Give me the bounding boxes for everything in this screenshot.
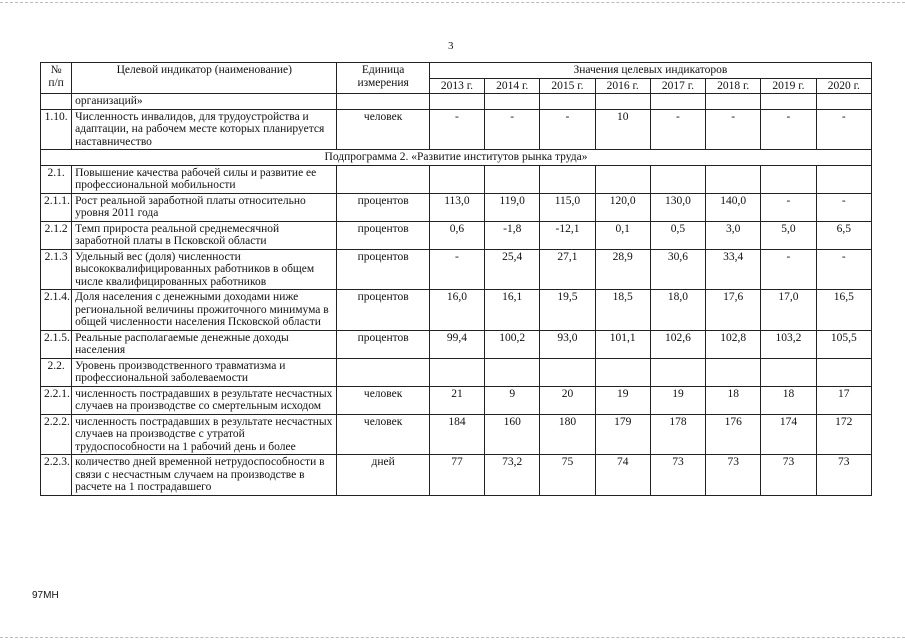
header-values-title: Значения целевых индикаторов [429, 63, 871, 79]
value-cell [706, 358, 761, 386]
empty-cell [337, 94, 429, 110]
empty-cell [706, 94, 761, 110]
value-cell [650, 165, 705, 193]
value-cell: 0,6 [429, 221, 484, 249]
empty-cell [650, 94, 705, 110]
indicator-name: Удельный вес (доля) численности высококвалифицированных работников в общем числе квалифицированных работников [72, 249, 337, 290]
value-cell: 93,0 [540, 330, 595, 358]
unit-cell: человек [337, 386, 429, 414]
footer-code: 97МН [32, 590, 59, 601]
unit-cell: дней [337, 455, 429, 496]
value-cell: - [816, 193, 871, 221]
table-row [41, 109, 872, 150]
table-row [41, 290, 872, 331]
table-header [41, 63, 872, 94]
value-cell: 160 [485, 414, 540, 455]
value-cell: 19 [595, 386, 650, 414]
table-row [41, 193, 872, 221]
value-cell [429, 358, 484, 386]
value-cell: 130,0 [650, 193, 705, 221]
header-year: 2020 г. [816, 78, 871, 94]
indicator-name: численность пострадавших в результате несчастных случаев на производстве со смертельным исходом [72, 386, 337, 414]
value-cell: 102,8 [706, 330, 761, 358]
row-num: 2.1.3 [41, 249, 72, 290]
value-cell: 180 [540, 414, 595, 455]
value-cell: 73 [816, 455, 871, 496]
table-row [41, 455, 872, 496]
value-cell: 103,2 [761, 330, 816, 358]
value-cell: - [540, 109, 595, 150]
row-num: 2.2.3. [41, 455, 72, 496]
value-cell [429, 165, 484, 193]
empty-cell [485, 94, 540, 110]
value-cell: - [485, 109, 540, 150]
table-row [41, 165, 872, 193]
value-cell [650, 358, 705, 386]
value-cell: 75 [540, 455, 595, 496]
indicators-table [40, 62, 872, 496]
value-cell: 16,1 [485, 290, 540, 331]
value-cell: 9 [485, 386, 540, 414]
value-cell: - [429, 249, 484, 290]
value-cell: 119,0 [485, 193, 540, 221]
indicator-name: Уровень производственного травматизма и профессиональной заболеваемости [72, 358, 337, 386]
table-row [41, 221, 872, 249]
value-cell: 19,5 [540, 290, 595, 331]
row-num [41, 94, 72, 110]
row-num: 2.1. [41, 165, 72, 193]
value-cell: 17 [816, 386, 871, 414]
value-cell: 172 [816, 414, 871, 455]
section-heading: Подпрограмма 2. «Развитие институтов рынка труда» [41, 150, 872, 166]
value-cell: - [816, 109, 871, 150]
unit-cell: процентов [337, 221, 429, 249]
table-row [41, 330, 872, 358]
value-cell: 179 [595, 414, 650, 455]
row-num: 1.10. [41, 109, 72, 150]
value-cell: - [761, 249, 816, 290]
value-cell: 3,0 [706, 221, 761, 249]
value-cell: -1,8 [485, 221, 540, 249]
value-cell: 73,2 [485, 455, 540, 496]
value-cell: 105,5 [816, 330, 871, 358]
value-cell: 73 [650, 455, 705, 496]
value-cell: 115,0 [540, 193, 595, 221]
value-cell: - [429, 109, 484, 150]
page-number: 3 [448, 40, 454, 52]
value-cell: -12,1 [540, 221, 595, 249]
value-cell: 33,4 [706, 249, 761, 290]
value-cell: 18,0 [650, 290, 705, 331]
value-cell: 21 [429, 386, 484, 414]
scan-bottom-edge [0, 637, 905, 638]
value-cell: 73 [761, 455, 816, 496]
header-indicator: Целевой индикатор (наименование) [72, 63, 337, 94]
indicator-name: Повышение качества рабочей силы и развитие ее профессиональной мобильности [72, 165, 337, 193]
value-cell [595, 358, 650, 386]
table-row [41, 386, 872, 414]
value-cell: 19 [650, 386, 705, 414]
header-year: 2014 г. [485, 78, 540, 94]
value-cell: 10 [595, 109, 650, 150]
value-cell: 0,5 [650, 221, 705, 249]
value-cell: 74 [595, 455, 650, 496]
table-row [41, 358, 872, 386]
header-year: 2015 г. [540, 78, 595, 94]
value-cell [761, 165, 816, 193]
value-cell [816, 165, 871, 193]
row-num: 2.2.2. [41, 414, 72, 455]
indicator-name: Реальные располагаемые денежные доходы населения [72, 330, 337, 358]
row-num: 2.1.5. [41, 330, 72, 358]
value-cell: 77 [429, 455, 484, 496]
value-cell: 174 [761, 414, 816, 455]
row-num: 2.1.2 [41, 221, 72, 249]
value-cell [706, 165, 761, 193]
table-row [41, 150, 872, 166]
unit-cell [337, 358, 429, 386]
value-cell: 101,1 [595, 330, 650, 358]
row-num: 2.2. [41, 358, 72, 386]
header-unit: Единица измерения [337, 63, 429, 94]
value-cell: 30,6 [650, 249, 705, 290]
value-cell: 140,0 [706, 193, 761, 221]
unit-cell: человек [337, 109, 429, 150]
empty-cell [429, 94, 484, 110]
value-cell: 27,1 [540, 249, 595, 290]
value-cell: 25,4 [485, 249, 540, 290]
value-cell [485, 358, 540, 386]
header-year: 2013 г. [429, 78, 484, 94]
value-cell: 28,9 [595, 249, 650, 290]
value-cell: 6,5 [816, 221, 871, 249]
empty-cell [816, 94, 871, 110]
value-cell: - [650, 109, 705, 150]
unit-cell: процентов [337, 249, 429, 290]
empty-cell [540, 94, 595, 110]
header-year: 2018 г. [706, 78, 761, 94]
indicator-name-continuation: организаций» [72, 94, 337, 110]
unit-cell: процентов [337, 330, 429, 358]
table-row [41, 94, 872, 110]
indicator-name: Численность инвалидов, для трудоустройства и адаптации, на рабочем месте которых планируется наставничество [72, 109, 337, 150]
unit-cell [337, 165, 429, 193]
indicator-name: Темп прироста реальной среднемесячной заработной платы в Псковской области [72, 221, 337, 249]
value-cell: 184 [429, 414, 484, 455]
empty-cell [595, 94, 650, 110]
indicator-name: количество дней временной нетрудоспособности в связи с несчастным случаем на производстве в расчете на 1 пострадавшего [72, 455, 337, 496]
value-cell: 18,5 [595, 290, 650, 331]
unit-cell: человек [337, 414, 429, 455]
unit-cell: процентов [337, 193, 429, 221]
value-cell: 18 [761, 386, 816, 414]
value-cell: 113,0 [429, 193, 484, 221]
value-cell: 0,1 [595, 221, 650, 249]
header-year: 2017 г. [650, 78, 705, 94]
value-cell: 16,0 [429, 290, 484, 331]
value-cell [595, 165, 650, 193]
row-num: 2.2.1. [41, 386, 72, 414]
indicator-name: численность пострадавших в результате несчастных случаев на производстве с утратой трудоспособности на 1 рабочий день и более [72, 414, 337, 455]
value-cell [761, 358, 816, 386]
table-row [41, 414, 872, 455]
indicator-name: Доля населения с денежными доходами ниже региональной величины прожиточного минимума в общей численности населения Псковской области [72, 290, 337, 331]
empty-cell [761, 94, 816, 110]
header-year: 2019 г. [761, 78, 816, 94]
value-cell [485, 165, 540, 193]
value-cell: 20 [540, 386, 595, 414]
value-cell: 100,2 [485, 330, 540, 358]
value-cell: 178 [650, 414, 705, 455]
value-cell: 17,6 [706, 290, 761, 331]
value-cell: - [706, 109, 761, 150]
table-body [41, 94, 872, 496]
header-num: № п/п [41, 63, 72, 94]
value-cell: - [761, 193, 816, 221]
value-cell [540, 165, 595, 193]
value-cell: 73 [706, 455, 761, 496]
unit-cell: процентов [337, 290, 429, 331]
value-cell: - [761, 109, 816, 150]
value-cell: 102,6 [650, 330, 705, 358]
row-num: 2.1.1. [41, 193, 72, 221]
value-cell [816, 358, 871, 386]
value-cell: 17,0 [761, 290, 816, 331]
value-cell: 16,5 [816, 290, 871, 331]
value-cell: - [816, 249, 871, 290]
value-cell: 18 [706, 386, 761, 414]
value-cell: 120,0 [595, 193, 650, 221]
indicator-name: Рост реальной заработной платы относительно уровня 2011 года [72, 193, 337, 221]
row-num: 2.1.4. [41, 290, 72, 331]
value-cell: 5,0 [761, 221, 816, 249]
table-row [41, 249, 872, 290]
header-year: 2016 г. [595, 78, 650, 94]
value-cell: 99,4 [429, 330, 484, 358]
value-cell [540, 358, 595, 386]
value-cell: 176 [706, 414, 761, 455]
scan-top-edge [0, 2, 905, 3]
